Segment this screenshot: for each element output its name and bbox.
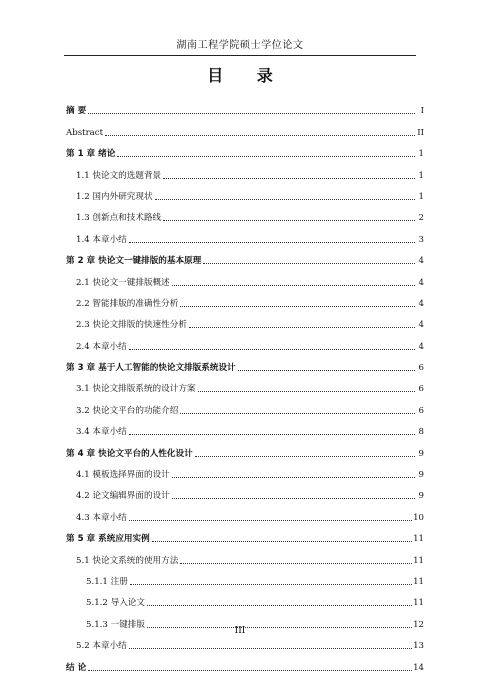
toc-entry-label: 4.1 模板选择界面的设计	[76, 470, 170, 481]
toc-entry-label: 3.2 快论文平台的功能介绍	[76, 405, 179, 416]
toc-entry-label: 4.3 本章小结	[76, 512, 127, 523]
toc-entry-label: 第 2 章 快论文一键排版的基本原理	[66, 256, 202, 267]
toc-entry-page: 9	[418, 470, 424, 481]
toc-entry-label: 第 3 章 基于人工智能的快论文排版系统设计	[66, 363, 236, 374]
toc-entry	[66, 182, 424, 203]
toc-entry-page: 13	[413, 641, 424, 652]
toc-entry-page: 1	[418, 149, 424, 160]
toc-entry-label: 5.1.2 导入论文	[86, 598, 145, 609]
toc-entry	[66, 652, 424, 673]
toc-leader-dots	[129, 348, 415, 350]
toc-entry-label: 1.4 本章小结	[76, 234, 127, 245]
toc-entry	[66, 160, 424, 181]
toc-entry	[66, 481, 424, 502]
toc-entry-label: 第 4 章 快论文平台的人性化设计	[66, 448, 193, 459]
toc-entry-page: 2	[418, 213, 424, 224]
toc-leader-dots	[172, 284, 415, 286]
toc-entry-label: Abstract	[66, 127, 104, 138]
toc-leader-dots	[129, 647, 412, 649]
toc-entry-page: 12	[413, 619, 424, 630]
toc-entry	[66, 374, 424, 395]
toc-entry	[66, 224, 424, 245]
toc-leader-dots	[129, 241, 415, 243]
toc-entry-page: 1	[418, 170, 424, 181]
toc-entry-page: 8	[418, 427, 424, 438]
toc-entry-page: 3	[418, 234, 424, 245]
toc-entry-page: 4	[418, 277, 424, 288]
toc-entry-label: 1.1 快论文的选题背景	[76, 170, 162, 181]
page-number: III	[234, 626, 246, 636]
toc-entry	[66, 246, 424, 267]
toc-entry	[66, 289, 424, 310]
toc-entry-label: 5.2 本章小结	[76, 641, 127, 652]
toc-entry-label: 5.1.3 一键排版	[86, 619, 145, 630]
toc-leader-dots	[147, 604, 412, 606]
toc-entry-label: 2.2 智能排版的准确性分析	[76, 298, 179, 309]
toc-entry-page: 9	[418, 491, 424, 502]
toc-entry-label: 3.1 快论文排版系统的设计方案	[76, 384, 196, 395]
toc-leader-dots	[163, 219, 415, 221]
toc-entry-label: 结 论	[66, 662, 87, 673]
toc-leader-dots	[180, 305, 415, 307]
toc-entry-page: 14	[413, 662, 424, 673]
toc-leader-dots	[180, 412, 415, 414]
toc-leader-dots	[180, 562, 412, 564]
toc-leader-dots	[155, 198, 415, 200]
toc-entry-label: 摘 要	[66, 106, 87, 117]
toc-entry	[66, 203, 424, 224]
toc-entry-page: 4	[418, 320, 424, 331]
toc-entry-page: 11	[413, 598, 424, 609]
toc-entry	[66, 588, 424, 609]
toc-leader-dots	[88, 112, 415, 114]
toc-entry-page: 11	[413, 555, 424, 566]
toc-entry	[66, 267, 424, 288]
running-header: 湖南工程学院硕士学位论文	[64, 36, 416, 56]
toc-entry	[66, 567, 424, 588]
toc-leader-dots	[172, 497, 415, 499]
toc-leader-dots	[129, 519, 412, 521]
toc-entry-label: 5.1.1 注册	[86, 576, 128, 587]
toc-entry-label: 第 5 章 系统应用实例	[66, 534, 150, 545]
toc-entry-page: 6	[418, 405, 424, 416]
toc-entry-page: 4	[418, 298, 424, 309]
toc-leader-dots	[152, 540, 412, 542]
toc-leader-dots	[172, 476, 415, 478]
toc-entry-label: 第 1 章 绪论	[66, 149, 116, 160]
toc-entry-label: 3.4 本章小结	[76, 427, 127, 438]
toc-leader-dots	[117, 155, 415, 157]
toc-entry-page: I	[420, 106, 424, 117]
toc-entry	[66, 331, 424, 352]
toc-entry-page: 10	[413, 512, 424, 523]
toc-leader-dots	[129, 433, 415, 435]
toc-entry-label: 1.2 国内外研究现状	[76, 191, 153, 202]
toc-entry-page: 1	[418, 191, 424, 202]
toc-leader-dots	[189, 326, 415, 328]
toc-leader-dots	[163, 177, 415, 179]
toc-leader-dots	[238, 369, 415, 371]
toc-entry	[66, 395, 424, 416]
toc-entry-label: 4.2 论文编辑界面的设计	[76, 491, 170, 502]
toc-entry-page: 4	[418, 256, 424, 267]
toc-leader-dots	[105, 134, 415, 136]
toc-entry-label: 5.1 快论文系统的使用方法	[76, 555, 179, 566]
toc-entry-page: 11	[413, 576, 424, 587]
toc-entry	[66, 310, 424, 331]
toc-entry	[66, 139, 424, 160]
toc-entry	[66, 438, 424, 459]
toc-leader-dots	[130, 583, 412, 585]
toc-entry-label: 2.4 本章小结	[76, 341, 127, 352]
toc-entry-page: 4	[418, 341, 424, 352]
toc-entry-page: 6	[418, 363, 424, 374]
toc-entry	[66, 96, 424, 117]
toc-entry	[66, 545, 424, 566]
toc-entry	[66, 117, 424, 138]
toc-entry	[66, 524, 424, 545]
toc-entry	[66, 353, 424, 374]
toc-leader-dots	[195, 455, 415, 457]
toc-entry-page: 9	[418, 448, 424, 459]
toc-entry-label: 2.1 快论文一键排版概述	[76, 277, 170, 288]
toc-entry-page: 11	[413, 534, 424, 545]
toc-entry-page: II	[417, 127, 424, 138]
toc-entry-label: 2.3 快论文排版的快速性分析	[76, 320, 187, 331]
toc-entry	[66, 460, 424, 481]
toc-title: 目 录	[207, 66, 287, 85]
table-of-contents	[66, 96, 424, 674]
toc-leader-dots	[198, 390, 415, 392]
toc-entry	[66, 502, 424, 523]
toc-entry	[66, 417, 424, 438]
toc-leader-dots	[88, 669, 412, 671]
toc-leader-dots	[203, 262, 415, 264]
toc-entry-page: 6	[418, 384, 424, 395]
toc-entry-label: 1.3 创新点和技术路线	[76, 213, 162, 224]
